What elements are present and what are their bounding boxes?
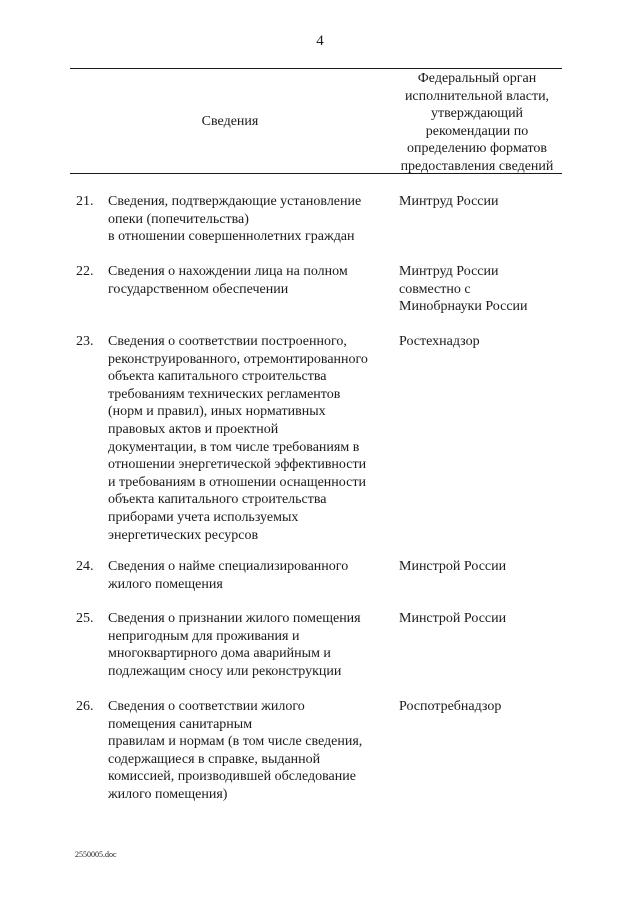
description-line: реконструированного, отремонтированного (108, 351, 368, 367)
row-authority (399, 558, 564, 576)
header-bottom-rule (70, 173, 562, 174)
description-line: объекта капитального строительства (108, 492, 327, 508)
authority-line: Минстрой России (399, 559, 507, 574)
page-number: 4 (316, 33, 324, 49)
description-line: Сведения о соответствии построенного, (108, 334, 347, 349)
description-line: жилого помещения) (108, 786, 228, 802)
description-line: содержащиеся в справке, выданной (108, 751, 321, 767)
authority-line: Ростехнадзор (399, 334, 480, 349)
header-authority-line: предоставления сведений (400, 158, 554, 174)
description-line: требованиям технических регламентов (108, 386, 341, 402)
description-line: (норм и правил), иных нормативных (108, 404, 326, 420)
header-column-authority (392, 70, 562, 175)
description-line: правовых актов и проектной (108, 421, 279, 437)
description-line: Сведения, подтверждающие установление (108, 194, 362, 209)
description-line: помещения санитарным (108, 716, 253, 732)
authority-line: Минобрнауки России (399, 299, 528, 315)
authority-line: Роспотребнадзор (399, 699, 502, 714)
row-description (108, 558, 393, 593)
description-line: подлежащим сносу или реконструкции (108, 663, 342, 679)
description-line: правилам и нормам (в том числе сведения, (108, 734, 363, 750)
description-line: Сведения о признании жилого помещения (108, 611, 361, 626)
row-description (108, 333, 393, 544)
header-authority-line: определению форматов (406, 141, 548, 156)
description-line: и требованиям в отношении оснащенности (108, 474, 366, 490)
row-number: 24. (76, 559, 94, 574)
header-authority-line: исполнительной власти, (404, 88, 550, 104)
row-authority (399, 193, 564, 211)
row-number: 22. (76, 264, 94, 279)
authority-line: Минтруд России (399, 264, 499, 279)
row-authority (399, 263, 564, 316)
row-number: 25. (76, 611, 94, 626)
row-description (108, 193, 393, 246)
description-line: документации, в том числе требованиям в (108, 439, 360, 455)
description-line: отношении энергетической эффективности (108, 457, 367, 473)
row-authority (399, 610, 564, 628)
description-line: жилого помещения (108, 576, 223, 592)
description-line: приборами учета используемых (108, 509, 299, 525)
description-line: комиссией, производившей обследование (108, 769, 356, 785)
row-description (108, 263, 393, 298)
description-line: Сведения о соответствии жилого (108, 699, 305, 714)
description-line: Сведения о найме специализированного (108, 559, 349, 574)
header-column-info: Сведения (201, 114, 259, 129)
document-filename: 2550005.doc (75, 850, 117, 859)
header-authority-line: рекомендации по (425, 123, 529, 139)
description-line: государственном обеспечении (108, 281, 289, 297)
description-line: Сведения о нахождении лица на полном (108, 264, 348, 279)
description-line: объекта капитального строительства (108, 369, 327, 385)
header-authority-line: утверждающий (430, 106, 524, 121)
description-line: опеки (попечительства) (108, 211, 249, 227)
authority-line: Минстрой России (399, 611, 507, 626)
row-authority (399, 333, 564, 351)
authority-line: Минтруд России (399, 194, 499, 209)
description-line: непригодным для проживания и (108, 628, 300, 644)
description-line: энергетических ресурсов (108, 527, 259, 543)
row-description (108, 610, 393, 680)
authority-line: совместно с (399, 281, 471, 297)
row-number: 21. (76, 194, 94, 209)
row-authority (399, 698, 564, 716)
description-line: многоквартирного дома аварийным и (108, 646, 331, 662)
header-top-rule (70, 68, 562, 69)
header-authority-line: Федеральный орган (417, 71, 537, 86)
row-description (108, 698, 393, 804)
row-number: 26. (76, 699, 94, 714)
description-line: в отношении совершеннолетних граждан (108, 229, 355, 245)
row-number: 23. (76, 334, 94, 349)
